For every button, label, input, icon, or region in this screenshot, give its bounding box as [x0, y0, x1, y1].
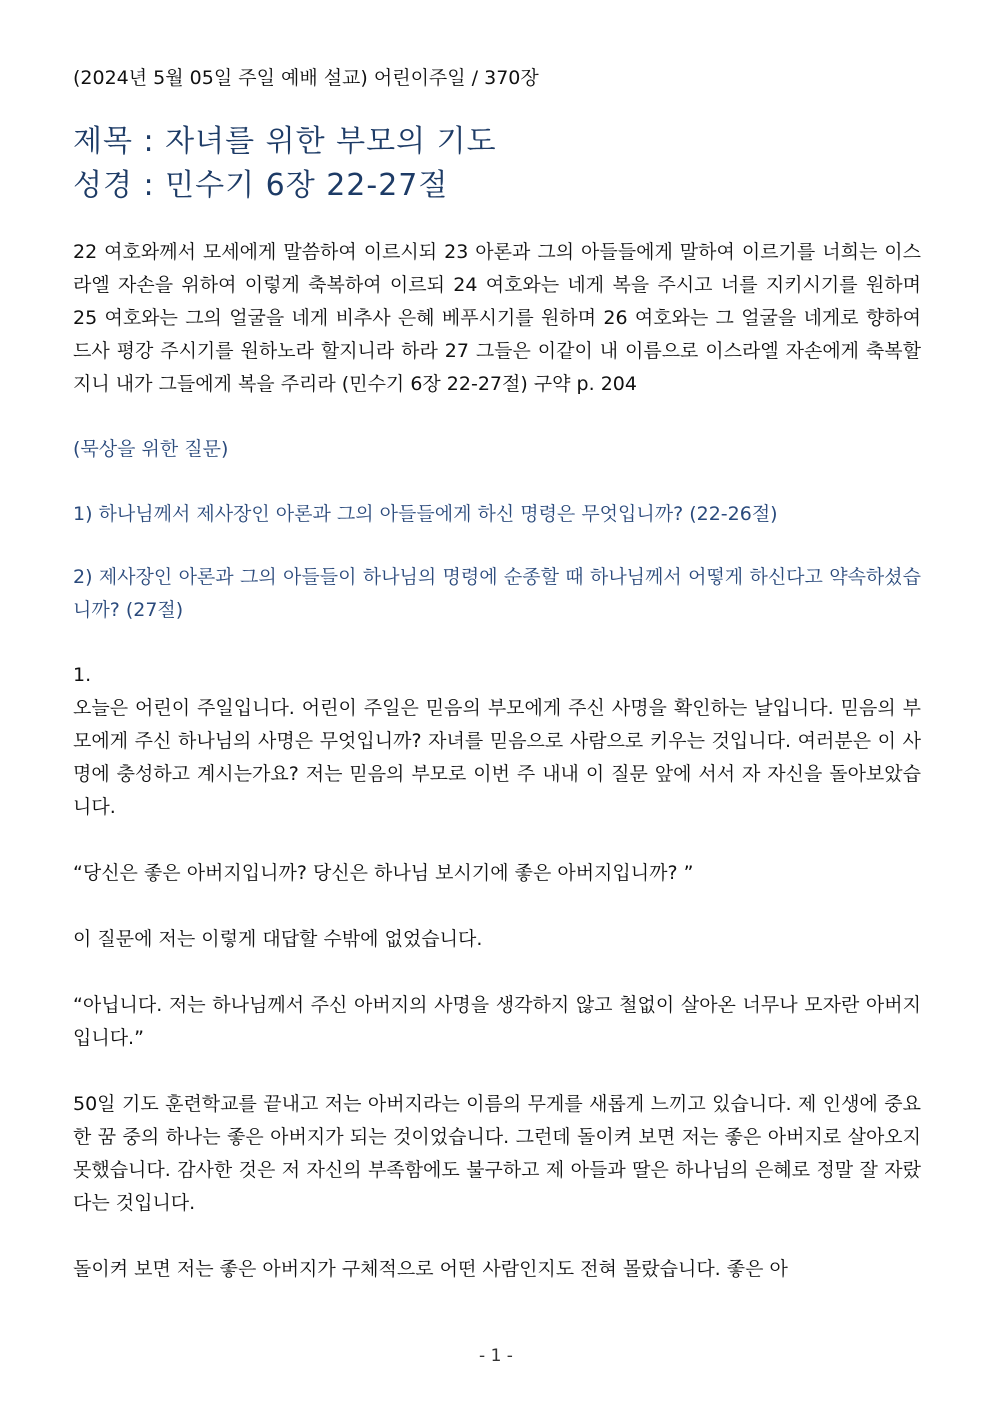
- scripture-reference: 성경 : 민수기 6장 22-27절: [73, 168, 449, 203]
- meditation-heading: (묵상을 위한 질문): [73, 438, 229, 460]
- body-paragraph-4: “아닙니다. 저는 하나님께서 주신 아버지의 사명을 생각하지 않고 철없이 살아온 너무나 모자란 아버지입니다.”: [73, 994, 921, 1049]
- document-page: [73, 62, 921, 1286]
- scripture-text: 22 여호와께서 모세에게 말씀하여 이르시되 23 아론과 그의 아들들에게 말하여 이르기를 너희는 이스라엘 자손을 위하여 이렇게 축복하여 이르되 24 여호와는 네게 복을 주시고 너를 지키시기를 원하며 25 여호와는 그의 얼굴을 네게 비추사 은혜 베푸시기를 원하며 26 여호와는 그 얼굴을 네게로 향하여 드사 평강 주시기를 원하노라 할지니라 하라 27 그들은 이같이 내 이름으로 이스라엘 자손에게 축복할지니 내가 그들에게 복을 주리라 (민수기 6장 22-27절) 구약 p. 204: [73, 241, 921, 395]
- meditation-question-2: 2) 제사장인 아론과 그의 아들들이 하나님의 명령에 순종할 때 하나님께서 어떻게 하신다고 약속하셨습니까? (27절): [73, 566, 921, 621]
- sermon-title: 제목 : 자녀를 위한 부모의 기도: [73, 124, 497, 159]
- sermon-header: (2024년 5월 05일 주일 예배 설교) 어린이주일 / 370장: [73, 67, 539, 89]
- body-paragraph-5: 50일 기도 훈련학교를 끝내고 저는 아버지라는 이름의 무게를 새롭게 느끼고 있습니다. 제 인생에 중요한 꿈 중의 하나는 좋은 아버지가 되는 것이었습니다. 그런데 돌이켜 보면 저는 좋은 아버지로 살아오지 못했습니다. 감사한 것은 저 자신의 부족함에도 불구하고 제 아들과 딸은 하나님의 은혜로 정말 잘 자랐다는 것입니다.: [73, 1093, 921, 1214]
- meditation-question-1: 1) 하나님께서 제사장인 아론과 그의 아들들에게 하신 명령은 무엇입니까? (22-26절): [73, 503, 778, 525]
- title-block: [73, 120, 921, 208]
- page-number: - 1 -: [479, 1346, 513, 1366]
- section-number: 1.: [73, 664, 92, 686]
- body-paragraph-1: 오늘은 어린이 주일입니다. 어린이 주일은 믿음의 부모에게 주신 사명을 확인하는 날입니다. 믿음의 부모에게 주신 하나님의 사명은 무엇입니까? 자녀를 믿음으로 사람으로 키우는 것입니다. 여러분은 이 사명에 충성하고 계시는가요? 저는 믿음의 부모로 이번 주 내내 이 질문 앞에 서서 자 자신을 돌아보았습니다.: [73, 697, 921, 818]
- body-paragraph-3: 이 질문에 저는 이렇게 대답할 수밖에 없었습니다.: [73, 928, 483, 950]
- body-paragraph-6: 돌이켜 보면 저는 좋은 아버지가 구체적으로 어떤 사람인지도 전혀 몰랐습니다. 좋은 아: [73, 1258, 788, 1280]
- body-paragraph-2: “당신은 좋은 아버지입니까? 당신은 하나님 보시기에 좋은 아버지입니까? ”: [73, 862, 694, 884]
